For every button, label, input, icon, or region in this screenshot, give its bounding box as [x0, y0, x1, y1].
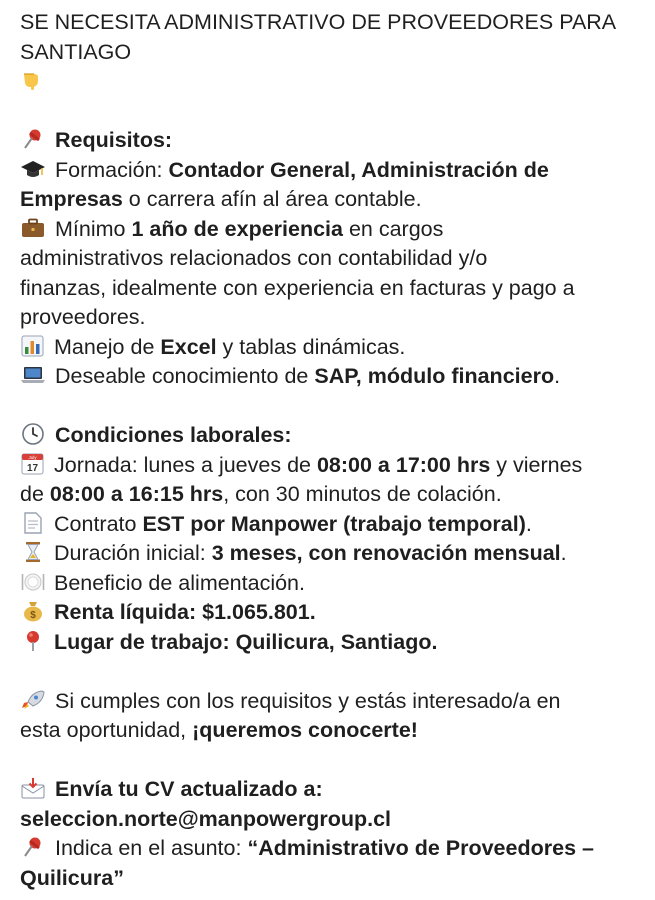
document-icon	[20, 512, 44, 534]
jornada-item: July 17 Jornada: lunes a jueves de 08:00 a 17:00 hrs y viernes	[20, 451, 645, 481]
cta-line-1: Si cumples con los requisitos y estás interesado/a en	[20, 687, 645, 717]
experiencia-item-line-4: proveedores.	[20, 305, 146, 329]
sap-item: Deseable conocimiento de SAP, módulo financiero.	[20, 362, 645, 392]
rocket-icon	[20, 689, 46, 711]
pushpin-icon	[20, 836, 46, 858]
pushpin-icon	[20, 128, 46, 150]
requisitos-heading: Requisitos:	[20, 126, 645, 156]
location-pin-icon	[20, 630, 44, 652]
briefcase-icon	[20, 217, 46, 239]
experiencia-item-line-3: finanzas, idealmente con experiencia en facturas y pago a	[20, 275, 575, 300]
calendar-month-label: July	[28, 454, 37, 460]
condiciones-heading: Condiciones laborales:	[20, 421, 645, 451]
clock-icon	[20, 423, 46, 445]
formacion-item: Formación: Contador General, Administración de	[20, 156, 645, 186]
contrato-item: Contrato EST por Manpower (trabajo temporal).	[20, 510, 645, 540]
beneficio-item: Beneficio de alimentación.	[20, 569, 645, 599]
hourglass-icon	[20, 541, 44, 563]
money-bag-icon	[20, 600, 44, 622]
envelope-arrow-icon	[20, 777, 46, 799]
bar-chart-icon	[20, 335, 44, 357]
jornada-item-cont: de 08:00 a 16:15 hrs, con 30 minutos de colación.	[20, 482, 502, 506]
renta-item: $ Renta líquida: $1.065.801.	[20, 598, 645, 628]
lugar-item: Lugar de trabajo: Quilicura, Santiago.	[20, 628, 645, 658]
cta-line-2: esta oportunidad, ¡queremos conocerte!	[20, 718, 418, 742]
formacion-item-cont: Empresas o carrera afín al área contable.	[20, 187, 422, 211]
experiencia-item: Mínimo 1 año de experiencia en cargos	[20, 215, 645, 245]
post-title-emoji	[20, 67, 645, 97]
excel-item: Manejo de Excel y tablas dinámicas.	[20, 333, 645, 363]
asunto-item-cont: Quilicura”	[20, 865, 124, 890]
envio-heading: Envía tu CV actualizado a:	[20, 775, 645, 805]
laptop-icon	[20, 364, 46, 386]
svg-text:$: $	[30, 610, 36, 621]
asunto-item: Indica en el asunto: “Administrativo de Proveedores –	[20, 834, 645, 864]
post-title-line-1: SE NECESITA ADMINISTRATIVO DE PROVEEDORES PARA	[20, 10, 617, 34]
calendar-day-label: 17	[26, 462, 39, 474]
duracion-item: Duración inicial: 3 meses, con renovación mensual.	[20, 539, 645, 569]
calendar-icon	[20, 453, 44, 475]
post-title-line-2: SANTIAGO	[20, 39, 132, 64]
experiencia-item-line-2: administrativos relacionados con contabilidad y/o	[20, 246, 488, 270]
plate-cutlery-icon	[20, 571, 44, 593]
job-post	[20, 8, 645, 893]
pointing-down-hand-icon	[20, 69, 46, 91]
email-link[interactable]: seleccion.norte@manpowergroup.cl	[20, 806, 392, 831]
graduation-cap-icon	[20, 158, 46, 180]
